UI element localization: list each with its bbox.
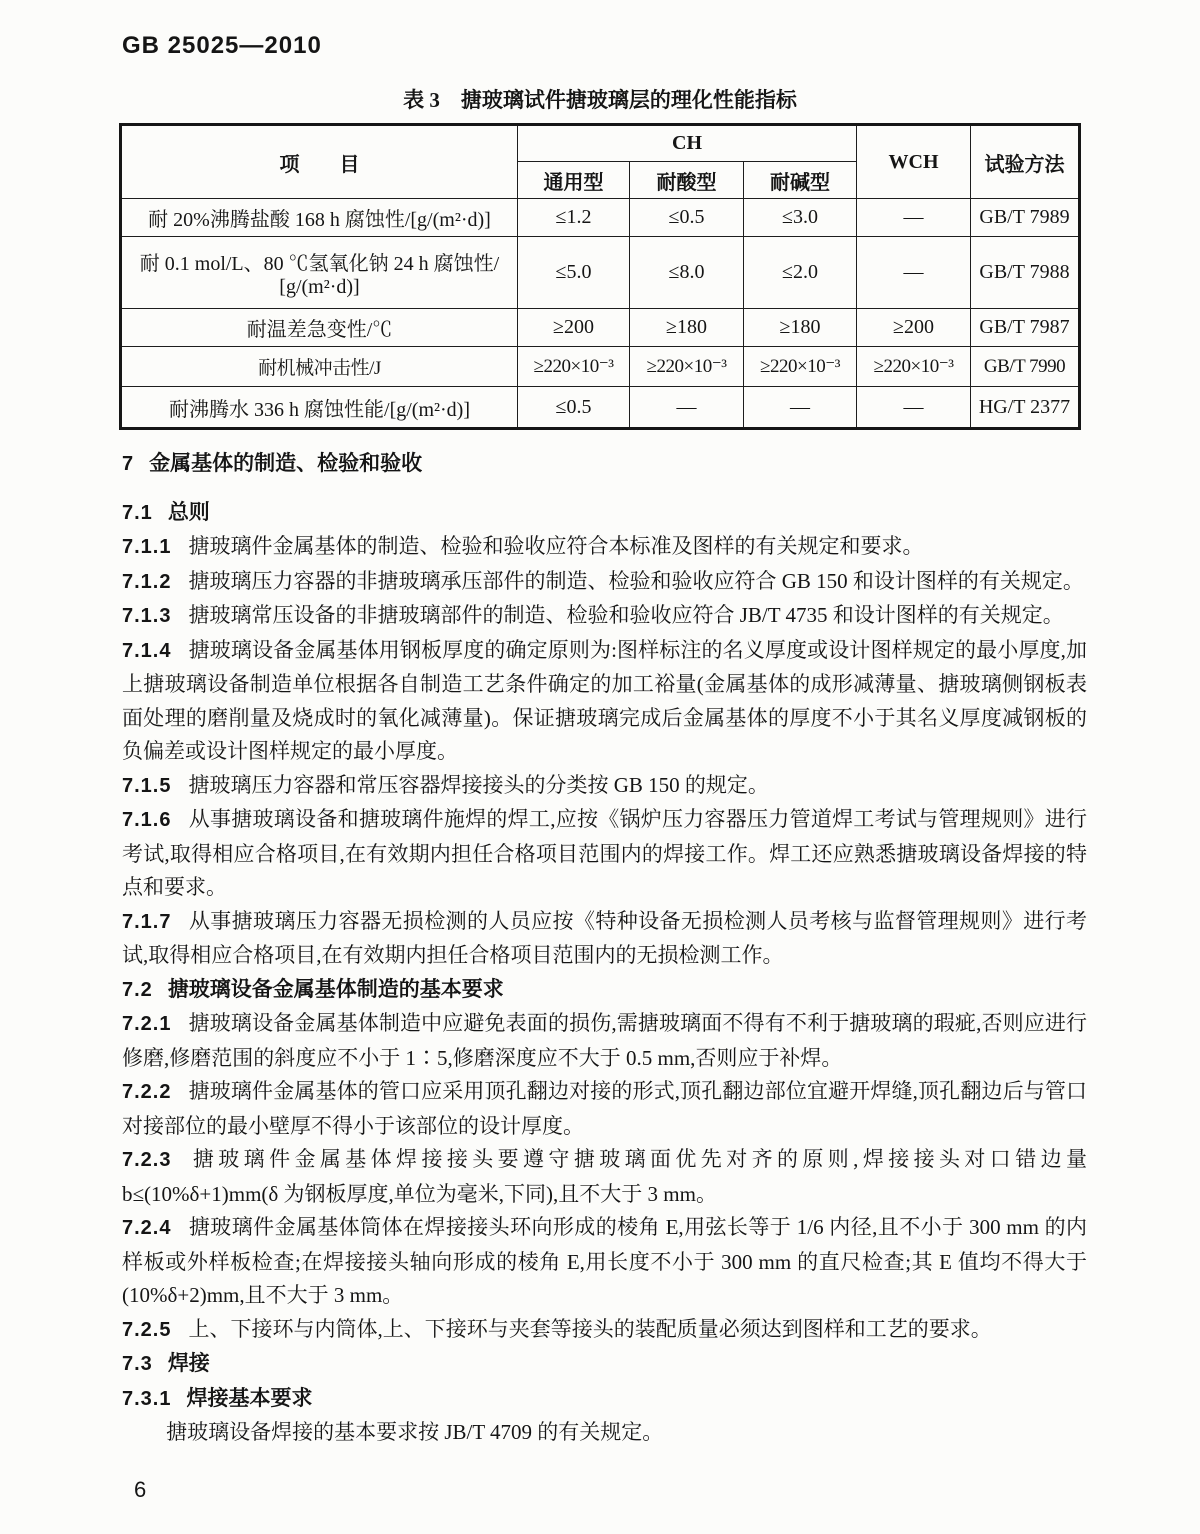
heading-text: 总则 (167, 499, 210, 524)
table-row (121, 387, 1080, 429)
clause-text: 搪玻璃压力容器的非搪玻璃承压部件的制造、检验和验收应符合 GB 150 和设计图样的有关规定。 (188, 568, 1084, 593)
table-row (121, 347, 1080, 387)
table-row (121, 237, 1080, 309)
row-item: 耐 0.1 mol/L、80 ℃氢氧化钠 24 h 腐蚀性/ [g/(m²·d)] (121, 237, 518, 309)
clause-number: 7.1.6 (122, 809, 172, 831)
row-method: GB/T 7987 (971, 309, 1080, 347)
col-header-wch: WCH (857, 125, 971, 199)
section-heading (122, 447, 1087, 482)
clause-number: 7.3.1 (122, 1387, 172, 1410)
row-value: ≥180 (630, 309, 744, 347)
clause-number: 7.2.1 (122, 1013, 172, 1035)
row-item: 耐 20%沸腾盐酸 168 h 腐蚀性/[g/(m²·d)] (121, 199, 518, 237)
standard-number: GB 25025—2010 (122, 32, 322, 59)
row-value: ≤0.5 (518, 387, 630, 429)
clause-text: 搪玻璃压力容器和常压容器焊接接头的分类按 GB 150 的规定。 (188, 772, 769, 797)
clause-number: 7.2 (122, 978, 153, 1001)
clause-paragraph (122, 803, 1087, 905)
clause-number: 7.1.4 (122, 639, 172, 662)
row-value: ≤5.0 (518, 237, 630, 309)
body-text (122, 447, 1087, 1450)
clause-text: 搪玻璃设备金属基体用钢板厚度的确定原则为:图样标注的名义厚度或设计图样规定的最小厚度,加上搪玻璃设备制造单位根据各自制造工艺条件确定的加工裕量(金属基体的成形减薄量、搪玻璃侧钢板表面处理的磨削量及烧成时的氧化减薄量)。保证搪玻璃完成后金属基体的厚度不小于其名义厚度减钢板的负偏差或设计图样规定的最小厚度。 (122, 637, 1087, 763)
row-method: GB/T 7990 (971, 347, 1080, 387)
clause-text: 上、下接环与内筒体,上、下接环与夹套等接头的装配质量必须达到图样和工艺的要求。 (188, 1316, 992, 1341)
row-value: ≥220×10⁻³ (518, 347, 630, 387)
clause-number: 7.1.7 (122, 910, 172, 933)
clause-text: 从事搪玻璃设备和搪玻璃件施焊的焊工,应按《锅炉压力容器压力管道焊工考试与管理规则》进行考试,取得相应合格项目,在有效期内担任合格项目范围内的焊接工作。焊工还应熟悉搪玻璃设备焊接的特点和要求。 (122, 807, 1087, 899)
clause-paragraph (122, 905, 1087, 973)
clause-number: 7.2.4 (122, 1217, 172, 1239)
clause-paragraph (122, 1007, 1087, 1075)
row-value: ≤1.2 (518, 199, 630, 237)
table-row (121, 309, 1080, 347)
subsection-heading (122, 973, 1087, 1008)
clause-paragraph (122, 634, 1087, 769)
col-header-alkali-type: 耐碱型 (744, 162, 857, 199)
clause-number: 7.1.3 (122, 605, 172, 627)
clause-number: 7.1.5 (122, 774, 172, 797)
body-paragraph (122, 1416, 1087, 1450)
clause-paragraph (122, 1313, 1087, 1348)
clause-paragraph (122, 769, 1087, 804)
row-value: — (744, 387, 857, 429)
performance-spec-table (119, 123, 1081, 430)
row-method: GB/T 7989 (971, 199, 1080, 237)
row-item: 耐机械冲击性/J (121, 347, 518, 387)
row-value: ≥220×10⁻³ (630, 347, 744, 387)
row-value: ≤8.0 (630, 237, 744, 309)
clause-number: 7.1 (122, 501, 153, 524)
col-header-ch-group: CH (518, 125, 857, 162)
clause-number: 7.3 (122, 1353, 153, 1375)
heading-text: 金属基体的制造、检验和验收 (149, 451, 423, 475)
col-header-acid-type: 耐酸型 (630, 162, 744, 199)
row-item: 耐沸腾水 336 h 腐蚀性能/[g/(m²·d)] (121, 387, 518, 429)
row-value: ≤0.5 (630, 199, 744, 237)
clause-paragraph (122, 1211, 1087, 1313)
row-value: ≤2.0 (744, 237, 857, 309)
page-number: 6 (134, 1477, 147, 1502)
clause-number: 7.2.2 (122, 1081, 172, 1103)
row-value: — (857, 387, 971, 429)
clause-paragraph (122, 530, 1087, 565)
row-item: 耐温差急变性/℃ (121, 309, 518, 347)
row-value: ≥200 (857, 309, 971, 347)
col-header-item: 项 目 (121, 125, 518, 199)
subsection-heading (122, 496, 1087, 531)
row-value: ≥220×10⁻³ (744, 347, 857, 387)
heading-text: 搪玻璃设备金属基体制造的基本要求 (167, 976, 504, 1001)
clause-paragraph (122, 599, 1087, 634)
heading-text: 焊接基本要求 (186, 1385, 313, 1410)
table-row (121, 199, 1080, 237)
clause-text: 搪玻璃设备金属基体制造中应避免表面的损伤,需搪玻璃面不得有不利于搪玻璃的瑕疵,否则应进行修磨,修磨范围的斜度应不小于 1∶5,修磨深度应不大于 0.5 mm,否则应于补焊。 (122, 1011, 1087, 1070)
clause-text: 搪玻璃设备焊接的基本要求按 JB/T 4709 的有关规定。 (166, 1420, 664, 1444)
row-value: — (630, 387, 744, 429)
row-value: ≥180 (744, 309, 857, 347)
clause-text: 从事搪玻璃压力容器无损检测的人员应按《特种设备无损检测人员考核与监督管理规则》进行考试,取得相应合格项目,在有效期内担任合格项目范围内的无损检测工作。 (122, 908, 1087, 967)
subsection-heading (122, 1382, 1087, 1417)
row-method: GB/T 7988 (971, 237, 1080, 309)
clause-number: 7.2.5 (122, 1318, 172, 1341)
row-value: ≤3.0 (744, 199, 857, 237)
row-value: ≥220×10⁻³ (857, 347, 971, 387)
row-value: ≥200 (518, 309, 630, 347)
clause-text: 搪玻璃件金属基体的制造、检验和验收应符合本标准及图样的有关规定和要求。 (188, 534, 924, 558)
row-value: — (857, 199, 971, 237)
table-caption: 表 3 搪玻璃试件搪玻璃层的理化性能指标 (403, 88, 797, 112)
clause-paragraph (122, 1075, 1087, 1143)
row-method: HG/T 2377 (971, 387, 1080, 429)
clause-paragraph (122, 565, 1087, 600)
heading-text: 焊接 (167, 1351, 210, 1375)
clause-text: 搪玻璃件金属基体筒体在焊接接头环向形成的棱角 E,用弦长等于 1/6 内径,且不小于 300 mm 的内样板或外样板检查;在焊接接头轴向形成的棱角 E,用长度不小于 300 mm 的直尺检查;其 E 值均不得大于(10%δ+2)mm,且不大于 3 mm。 (122, 1215, 1087, 1307)
col-header-method: 试验方法 (971, 125, 1080, 199)
clause-number: 7 (122, 453, 135, 475)
row-value: — (857, 237, 971, 309)
clause-text: 搪玻璃件金属基体焊接接头要遵守搪玻璃面优先对齐的原则,焊接接头对口错边量 b≤(10%δ+1)mm(δ 为钢板厚度,单位为毫米,下同),且不大于 3 mm。 (122, 1147, 1087, 1206)
clause-paragraph (122, 1143, 1087, 1211)
subsection-heading (122, 1347, 1087, 1382)
clause-number: 7.2.3 (122, 1149, 172, 1171)
clause-number: 7.1.1 (122, 536, 172, 558)
col-header-general-type: 通用型 (518, 162, 630, 199)
clause-text: 搪玻璃件金属基体的管口应采用顶孔翻边对接的形式,顶孔翻边部位宜避开焊缝,顶孔翻边后与管口对接部位的最小壁厚不得小于该部位的设计厚度。 (122, 1079, 1087, 1138)
clause-number: 7.1.2 (122, 570, 172, 593)
clause-text: 搪玻璃常压设备的非搪玻璃部件的制造、检验和验收应符合 JB/T 4735 和设计图样的有关规定。 (188, 603, 1064, 627)
